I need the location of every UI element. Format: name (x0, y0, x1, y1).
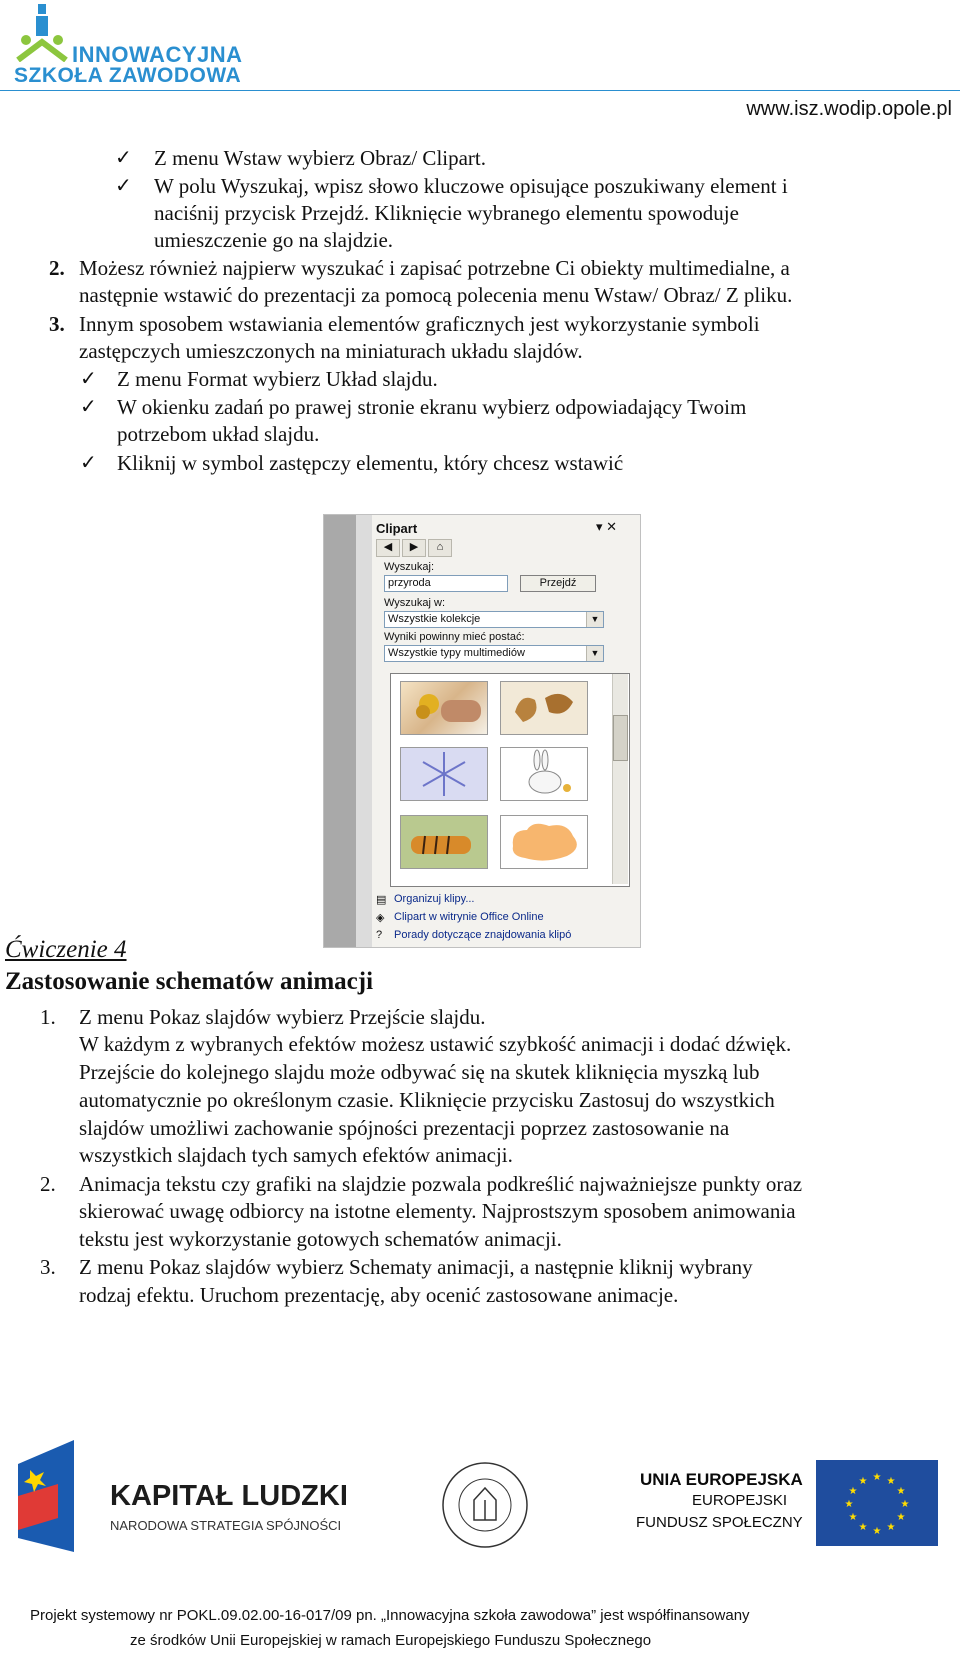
go-button[interactable]: Przejdź (520, 575, 596, 592)
exercise-subtitle: Zastosowanie schematów animacji (5, 968, 374, 995)
list-item-text: Możesz również najpierw wyszukać i zapisać potrzebne Ci obiekty multimedialne, a (79, 256, 790, 280)
search-input[interactable]: przyroda (384, 575, 508, 592)
task-pane-toolbar (376, 539, 468, 555)
bullet-text: naciśnij przycisk Przejdź. Kliknięcie wybranego elementu spowoduje (154, 201, 739, 225)
search-in-value: Wszystkie kolekcje (388, 613, 481, 625)
check-icon: ✓ (115, 147, 132, 169)
check-icon: ✓ (115, 175, 132, 197)
bullet-text: Kliknij w symbol zastępczy elementu, który chcesz wstawić (117, 451, 624, 475)
svg-text:★: ★ (872, 1526, 882, 1537)
list-number: 2. (40, 1172, 56, 1196)
svg-text:★: ★ (858, 1522, 868, 1533)
svg-text:★: ★ (896, 1486, 906, 1497)
kapital-ludzki-subtitle: NARODOWA STRATEGIA SPÓJNOŚCI (110, 1518, 342, 1533)
list-item-text: Animacja tekstu czy grafiki na slajdzie pozwala podkreślić najważniejsze punkty oraz (79, 1172, 803, 1196)
office-online-link[interactable]: Clipart w witrynie Office Online (394, 911, 544, 923)
list-item-text: W każdym z wybranych efektów możesz ustawić szybkość animacji i dodać dźwięk. (79, 1032, 792, 1056)
list-item-text: zastępczych umieszczonych na miniaturach układu slajdów. (79, 339, 583, 363)
kapital-ludzki-title: KAPITAŁ LUDZKI (110, 1480, 348, 1512)
forward-icon[interactable]: ▶ (402, 539, 426, 557)
organize-clips-link[interactable]: Organizuj klipy... (394, 893, 475, 905)
bullet-text: umieszczenie go na slajdzie. (154, 228, 394, 252)
check-icon: ✓ (80, 368, 97, 390)
results-type-value: Wszystkie typy multimediów (388, 647, 525, 659)
cloud-thumbnail[interactable] (500, 815, 588, 869)
check-icon: ✓ (80, 396, 97, 418)
help-icon: ? (376, 929, 383, 941)
results-type-label: Wyniki powinny mieć postać: (384, 631, 525, 643)
svg-text:★: ★ (896, 1512, 906, 1523)
list-item-text: wszystkich slajdach tych samych efektów animacji. (79, 1143, 513, 1167)
list-item-text: Przejście do kolejnego slajdu może odbywać się na skutek kliknięcia myszką lub (79, 1060, 760, 1084)
list-item-text: Z menu Pokaz slajdów wybierz Przejście slajdu. (79, 1005, 486, 1029)
list-item-text: skierować uwagę odbiorcy na istotne elementy. Najprostszym sposobem animowania (79, 1199, 796, 1223)
results-scroll-thumb[interactable] (613, 715, 628, 761)
logo-subtitle: SZKOŁA ZAWODOWA (14, 64, 242, 87)
back-icon[interactable]: ◀ (376, 539, 400, 557)
bullet-text: potrzebom układ slajdu. (117, 422, 320, 446)
list-item-text: rodzaj efektu. Uruchom prezentację, aby ocenić zastosowane animacje. (79, 1283, 679, 1307)
svg-text:★: ★ (900, 1499, 910, 1510)
kapital-ludzki-flag-logo (18, 1440, 74, 1552)
tips-link[interactable]: Porady dotyczące znajdowania klipó (394, 929, 572, 941)
leaves-thumbnail[interactable] (500, 681, 588, 735)
search-in-select[interactable] (384, 611, 604, 628)
list-item-text: slajdów umożliwi zachowanie spójności prezentacji poprzez zastosowanie na (79, 1116, 730, 1140)
flower-thumbnail[interactable] (400, 681, 488, 735)
exercise-title: Ćwiczenie 4 (5, 936, 127, 963)
svg-text:★: ★ (872, 1472, 882, 1483)
eu-flag-icon (816, 1460, 938, 1546)
bullet-text: W polu Wyszukaj, wpisz słowo kluczowe opisujące poszukiwany element i (154, 174, 788, 198)
list-item-text: następnie wstawić do prezentacji za pomocą polecenia menu Wstaw/ Obraz/ Z pliku. (79, 283, 793, 307)
list-item-text: Z menu Pokaz slajdów wybierz Schematy animacji, a następnie kliknij wybrany (79, 1255, 753, 1279)
list-number: 3. (40, 1255, 56, 1279)
search-in-label: Wyszukaj w: (384, 597, 446, 609)
list-item-text: tekstu jest wykorzystanie gotowych schematów animacji. (79, 1227, 562, 1251)
logo-icon (14, 4, 70, 62)
logo-title: INNOWACYJNA (72, 42, 243, 67)
bullet-text: W okienku zadań po prawej stronie ekranu wybierz odpowiadający Twoim (117, 395, 747, 419)
organize-icon: ▤ (376, 894, 387, 906)
eu-fund-line1: EUROPEJSKI (692, 1492, 788, 1509)
svg-text:★: ★ (848, 1486, 858, 1497)
list-number: 1. (40, 1005, 56, 1029)
list-item-text: Innym sposobem wstawiania elementów graficznych jest wykorzystanie symboli (79, 312, 760, 336)
svg-text:★: ★ (886, 1476, 896, 1487)
header-divider (0, 90, 960, 91)
rabbit-thumbnail[interactable] (500, 747, 588, 801)
close-icon[interactable]: ▾ ✕ (596, 519, 618, 534)
task-pane-title: Clipart (376, 521, 418, 536)
list-number: 2. (49, 256, 65, 280)
svg-text:★: ★ (886, 1522, 896, 1533)
clipart-panel-screenshot (323, 514, 641, 948)
list-item-text: automatycznie po określonym czasie. Kliknięcie przycisku Zastosuj do wszystkich (79, 1088, 775, 1112)
results-type-select[interactable] (384, 645, 604, 662)
footer-project-line: Projekt systemowy nr POKL.09.02.00-16-017/09 pn. „Innowacyjna szkoła zawodowa” jest współfinansowany (30, 1607, 750, 1624)
tiger-thumbnail[interactable] (400, 815, 488, 869)
slide-area-strip (324, 515, 372, 947)
eu-fund-line2: FUNDUSZ SPOŁECZNY (636, 1514, 803, 1531)
home-icon[interactable]: ⌂ (428, 539, 452, 557)
scrollbar[interactable] (356, 515, 372, 947)
results-scrollbar[interactable] (612, 674, 628, 884)
snowflake-thumbnail[interactable] (400, 747, 488, 801)
footer-funding-line: ze środków Unii Europejskiej w ramach Europejskiego Funduszu Społecznego (130, 1632, 652, 1649)
svg-text:★: ★ (858, 1476, 868, 1487)
bullet-text: Z menu Wstaw wybierz Obraz/ Clipart. (154, 146, 487, 170)
web-icon: ◈ (376, 912, 385, 924)
svg-text:★: ★ (848, 1512, 858, 1523)
dropdown-arrow-icon: ▼ (586, 612, 603, 627)
eu-title: UNIA EUROPEJSKA (640, 1470, 803, 1489)
check-icon: ✓ (80, 452, 97, 474)
site-url: www.isz.wodip.opole.pl (746, 98, 952, 120)
wodip-seal-logo (440, 1460, 530, 1550)
search-label: Wyszukaj: (384, 561, 435, 573)
list-number: 3. (49, 312, 65, 336)
dropdown-arrow-icon: ▼ (586, 646, 603, 661)
bullet-text: Z menu Format wybierz Układ slajdu. (117, 367, 438, 391)
svg-text:★: ★ (844, 1499, 854, 1510)
